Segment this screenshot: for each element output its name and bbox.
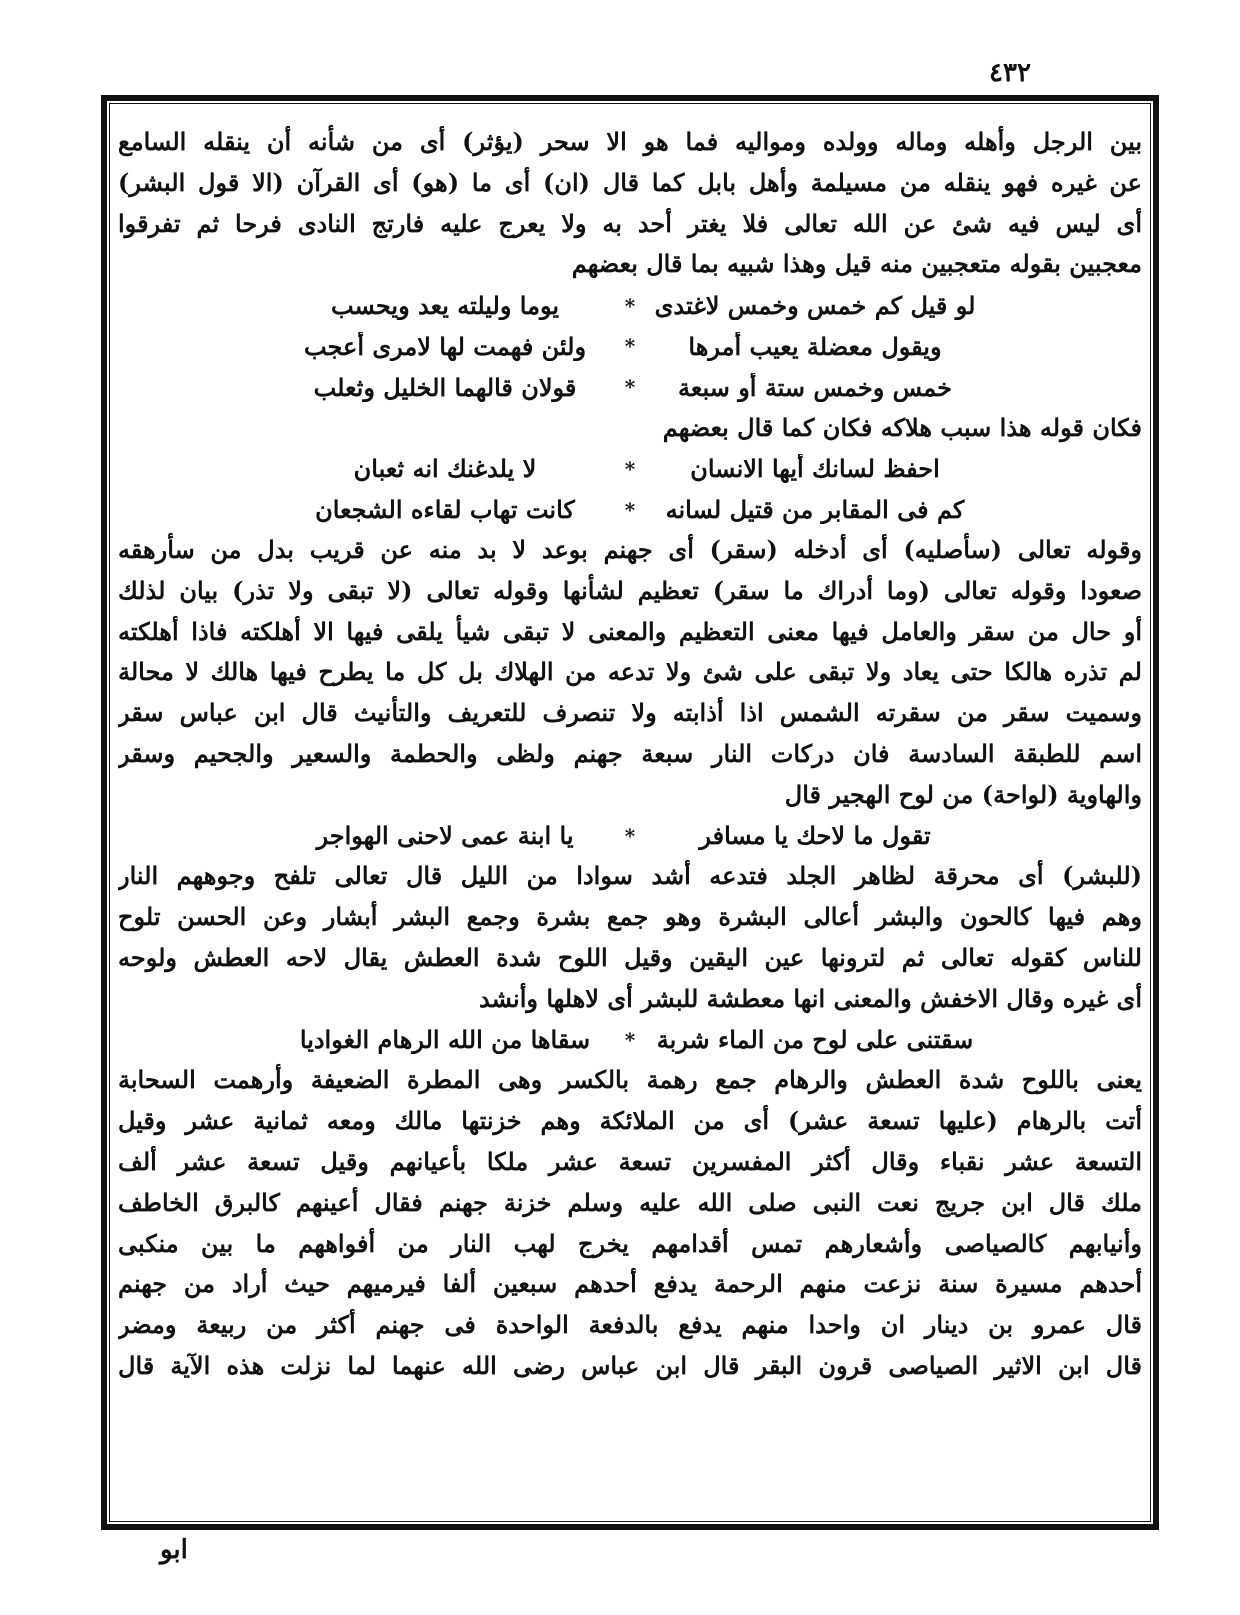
text-line: أو حال من سقر والعامل فيها معنى التعظيم والمعنى لا تبقى شيأ يلقى فيها الا أهلكته فاذا أهلكته xyxy=(118,616,1142,646)
text-line: أى غيره وقال الاخفش والمعنى انها معطشة للبشر أى لاهلها وأنشد xyxy=(479,983,1142,1013)
verse-second-hemistich: ولئن فهمت لها لامرى أعجب xyxy=(303,331,587,361)
verse-second-hemistich: يوما وليلته يعد ويحسب xyxy=(330,291,560,321)
verse-line xyxy=(118,1020,1142,1061)
text-line: صعودا وقوله تعالى (وما أدراك ما سقر) تعظيم لشأنها وقوله تعالى (لا تبقى ولا تذر) بيان لذلك xyxy=(118,575,1142,605)
verse-first-hemistich: خمس وخمس ستة أو سبعة xyxy=(678,372,952,402)
text-line: قال عمرو بن دينار ان واحدا منهم يدفع بالدفعة الواحدة فى جهنم أكثر من ربيعة ومضر xyxy=(118,1310,1142,1340)
verse-second-hemistich: كانت تهاب لقاءه الشجعان xyxy=(315,495,575,525)
verse-separator-star: * xyxy=(624,456,636,481)
text-line: قال ابن الاثير الصياصى قرون البقر قال ابن عباس رضى الله عنهما لما نزلت هذه الآية قال xyxy=(118,1350,1142,1380)
verse-line xyxy=(118,448,1142,489)
verse-line xyxy=(118,285,1142,326)
verse-first-hemistich: تقول ما لاحك يا مسافر xyxy=(699,821,931,851)
verse-second-hemistich: سقاها من الله الرهام الغواديا xyxy=(299,1025,591,1055)
text-line: أحدهم مسيرة سنة نزعت منهم الرحمة يدفع أحدهم سبعين ألفا فيرميهم حيث أراد من جهنم xyxy=(118,1269,1142,1299)
verse-first-hemistich: احفظ لسانك أيها الانسان xyxy=(690,454,940,484)
text-line: أى ليس فيه شئ عن الله تعالى فلا يغتر أحد به ولا يعرج عليه فارتج النادى فرحا ثم تفرقوا xyxy=(118,208,1142,238)
text-line: للناس كقوله تعالى ثم لترونها عين اليقين وقيل اللوح شدة العطش يقال لاحه العطش ولوحه xyxy=(118,942,1142,972)
text-line: أتت بالرهام (عليها تسعة عشر) أى من الملائكة وهم خزنتها مالك ومعه ثمانية عشر وقيل xyxy=(118,1106,1142,1136)
text-line: والهاوية (لواحة) من لوح الهجير قال xyxy=(784,779,1142,809)
text-line: بين الرجل وأهله وماله وولده ومواليه فما هو الا سحر (يؤثر) أى من شأنه أن ينقله السامع xyxy=(118,127,1142,156)
text-line: عن غيره فهو ينقله من مسيلمة وأهل بابل كما قال (ان) أى ما (هو) أى القرآن (الا قول البشر) xyxy=(118,167,1142,197)
verse-separator-star: * xyxy=(624,334,636,359)
catchword: ابو xyxy=(160,1535,188,1565)
verse-separator-star: * xyxy=(624,375,636,400)
verse-separator-star: * xyxy=(624,823,636,848)
verse-first-hemistich: ويقول معضلة يعيب أمرها xyxy=(688,331,942,361)
verse-line xyxy=(118,367,1142,408)
page-number: ٤٣٢ xyxy=(989,58,1031,88)
verse-first-hemistich: سقتنى على لوح من الماء شربة xyxy=(656,1025,974,1055)
verse-separator-star: * xyxy=(624,1027,636,1052)
text-line: ملك قال ابن جريج نعت النبى صلى الله عليه وسلم خزنة جهنم فقال أعينهم كالبرق الخاطف xyxy=(118,1187,1142,1217)
text-line: فكان قوله هذا سبب هلاكه فكان كما قال بعضهم xyxy=(662,412,1142,442)
text-line: وقوله تعالى (سأصليه) أى أدخله (سقر) أى جهنم بوعد لا بد منه عن قريب بدل من سأرهقه xyxy=(118,534,1142,564)
text-line: لم تذره هالكا حتى يعاد ولا تبقى على شئ ولا تدعه من الهلاك بل كل ما يطرح فيها هالك لا محالة xyxy=(118,657,1142,687)
verse-second-hemistich: لا يلدغنك انه ثعبان xyxy=(353,454,537,484)
text-line: اسم للطبقة السادسة فان دركات النار سبعة جهنم ولظى والحطمة والسعير والجحيم وسقر xyxy=(118,738,1142,768)
verse-line xyxy=(118,326,1142,367)
text-line: التسعة عشر نقباء وقال أكثر المفسرين تسعة عشر ملكا بأعيانهم وقيل تسعة عشر ألف xyxy=(118,1146,1142,1176)
text-line: وسميت سقر من سقرته الشمس اذا أذابته ولا تنصرف للتعريف والتأنيث قال ابن عباس سقر xyxy=(118,698,1142,728)
text-line: وأنيابهم كالصياصى وأشعارهم تمس أقدامهم يخرج لهب النار من أفواههم ما بين منكبى xyxy=(118,1228,1142,1258)
verse-separator-star: * xyxy=(624,293,636,318)
text-line: (للبشر) أى محرقة لظاهر الجلد فتدعه أشد سوادا من الليل قال تعالى تلفح وجوههم النار xyxy=(118,861,1142,891)
text-line: وهم فيها كالحون والبشر أعالى البشرة وهو جمع بشرة وجمع البشر أبشار وعن الحسن تلوح xyxy=(118,902,1142,932)
verse-second-hemistich: يا ابنة عمى لاحنى الهواجر xyxy=(316,821,574,851)
text-line: يعنى باللوح شدة العطش والرهام جمع رهمة بالكسر وهى المطرة الضعيفة وأرهمت السحابة xyxy=(118,1065,1142,1095)
verse-separator-star: * xyxy=(624,497,636,522)
verse-first-hemistich: لو قيل كم خمس وخمس لاغتدى xyxy=(654,291,976,321)
verse-first-hemistich: كم فى المقابر من قتيل لسانه xyxy=(665,495,965,525)
verse-second-hemistich: قولان قالهما الخليل وثعلب xyxy=(313,372,577,402)
text-block xyxy=(118,122,1142,1522)
verse-line xyxy=(118,489,1142,530)
text-line: معجبين بقوله متعجبين منه قيل وهذا شبيه بما قال بعضهم xyxy=(571,249,1142,279)
verse-line xyxy=(118,816,1142,857)
